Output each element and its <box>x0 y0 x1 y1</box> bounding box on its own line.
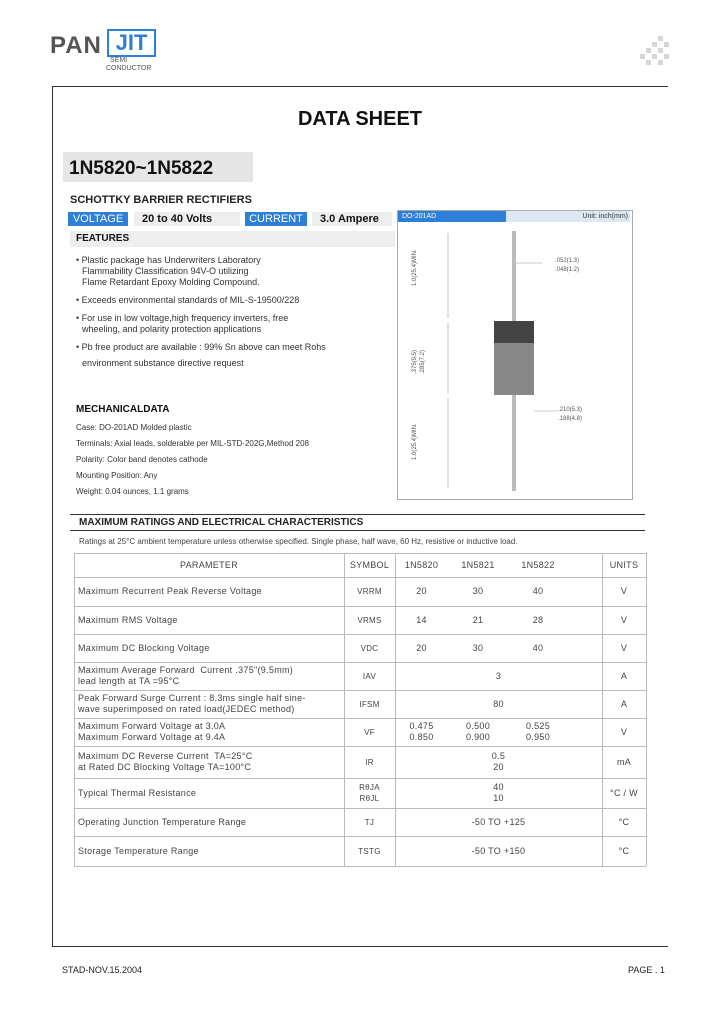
symbol-cell: VF <box>364 728 375 737</box>
package-unit: Unit: inch(mm) <box>582 213 628 220</box>
feature-item <box>76 342 391 369</box>
dim-lead-len: 1.0(25.4)MIN. <box>412 249 418 286</box>
package-name: DO-201AD <box>398 211 506 222</box>
param-cell: Operating Junction Temperature Range <box>78 817 247 827</box>
value-cell-0: 20 <box>416 643 427 653</box>
value-cell-1: 0.500 0.900 <box>465 721 491 742</box>
ratings-title: MAXIMUM RATINGS AND ELECTRICAL CHARACTERISTICS <box>79 517 364 528</box>
symbol-cell: VRRM <box>357 587 382 596</box>
symbol-cell: RθJA RθJL <box>359 783 380 803</box>
unit-cell: V <box>620 727 628 737</box>
dim-body-len-2: .285(7.2) <box>420 349 426 374</box>
table-hline <box>74 577 646 578</box>
symbol-cell: IAV <box>362 672 377 681</box>
unit-cell: °C / W <box>610 788 638 798</box>
param-cell: Maximum Forward Voltage at 3.0A Maximum Forward Voltage at 9.4A <box>78 721 226 742</box>
table-header-1: SYMBOL <box>349 560 390 570</box>
value-cell-0: 14 <box>416 615 427 625</box>
param-cell: Maximum DC Blocking Voltage <box>78 643 210 653</box>
footer-date: STAD-NOV.15.2004 <box>62 965 143 975</box>
left-rule <box>52 86 53 946</box>
ratings-note: Ratings at 25°C ambient temperature unless otherwise specified. Single phase, half wave, 60 Hz, resistive or inductive load. <box>79 537 518 546</box>
current-value: 3.0 Ampere <box>312 212 392 226</box>
page-title: DATA SHEET <box>297 108 423 130</box>
footer-rule <box>52 946 668 947</box>
dim-body-dia-1: .210(5.3) <box>558 407 583 413</box>
footer-page: PAGE . 1 <box>628 965 665 975</box>
symbol-cell: VDC <box>360 644 379 653</box>
features-list <box>76 255 391 369</box>
feature-item <box>76 295 391 306</box>
value-cell-span: -50 TO +150 <box>471 846 526 856</box>
param-cell: Maximum DC Reverse Current TA=25°C at Rated DC Blocking Voltage TA=100°C <box>78 751 253 772</box>
table-hline <box>74 836 646 837</box>
value-cell-span: 3 <box>495 671 502 681</box>
logo-jit: JIT <box>107 29 156 57</box>
package-drawing <box>398 223 630 497</box>
table-hline <box>74 690 646 691</box>
value-cell-span: 0.5 20 <box>491 751 506 772</box>
symbol-cell: TSTG <box>358 847 381 856</box>
feature-item <box>76 313 391 335</box>
param-cell: Peak Forward Surge Current : 8.3ms single half sine- wave superimposed on rated load(JEDEC method) <box>78 693 306 714</box>
logo-sub-line2: CONDUCTOR <box>106 65 152 72</box>
feature-line: environment substance directive request <box>82 358 244 368</box>
table-header-5: UNITS <box>609 560 639 570</box>
cathode-band <box>494 321 534 343</box>
table-hline <box>74 662 646 663</box>
value-cell-2: 40 <box>532 586 544 596</box>
value-cell-2: 28 <box>532 615 544 625</box>
param-cell: Maximum Recurrent Peak Reverse Voltage <box>78 586 262 596</box>
dim-lead-dia-1: .052(1.3) <box>555 258 580 264</box>
table-header-3: 1N5821 <box>461 560 495 570</box>
table-hline <box>74 718 646 719</box>
dim-body-dia-2: .188(4.8) <box>558 416 583 422</box>
symbol-cell: VRMS <box>357 616 382 625</box>
table-header-2: 1N5820 <box>404 560 439 570</box>
value-cell-span: 80 <box>493 699 504 709</box>
voltage-label: VOLTAGE <box>68 212 128 226</box>
dim-lead-dia-2: .048(1.2) <box>555 267 580 273</box>
logo-sub-line1: SEMI <box>110 57 128 64</box>
header-rule <box>52 86 668 87</box>
value-cell-0: 0.475 0.850 <box>409 721 434 742</box>
value-cell-0: 20 <box>416 586 427 596</box>
value-cell-1: 30 <box>472 586 484 596</box>
product-type: SCHOTTKY BARRIER RECTIFIERS <box>70 194 252 206</box>
feature-line: wheeling, and polarity protection applications <box>82 324 262 334</box>
table-hline <box>74 746 646 747</box>
table-hline <box>74 866 646 867</box>
value-cell-span: -50 TO +125 <box>471 817 526 827</box>
value-cell-2: 0.525 0.950 <box>525 721 551 742</box>
features-heading: FEATURES <box>76 233 130 244</box>
mechanical-item: Terminals: Axial leads, solderable per MIL-STD-202G,Method 208 <box>76 439 309 448</box>
table-header-0: PARAMETER <box>179 560 239 570</box>
table-header-4: 1N5822 <box>521 560 555 570</box>
unit-cell: V <box>620 586 628 596</box>
unit-cell: °C <box>618 846 630 856</box>
symbol-cell: IFSM <box>359 700 380 709</box>
unit-cell: mA <box>616 757 632 767</box>
feature-item <box>76 255 391 288</box>
diode-body <box>494 343 534 395</box>
ratings-rule-top <box>70 514 645 515</box>
mechanical-item: Weight: 0.04 ounces, 1.1 grams <box>76 487 189 496</box>
dim-lead-len-2: 1.0(25.4)MIN. <box>412 423 418 460</box>
feature-line: • Plastic package has Underwriters Laboratory <box>76 255 261 265</box>
feature-line: Flammability Classification 94V-O utilizing <box>82 266 249 276</box>
lead-bottom <box>512 395 516 491</box>
part-number: 1N5820~1N5822 <box>69 158 214 179</box>
mechanical-heading: MECHANICALDATA <box>76 404 170 415</box>
unit-cell: A <box>620 671 628 681</box>
ratings-rule-bottom <box>70 530 645 531</box>
table-hline <box>74 553 646 554</box>
unit-cell: V <box>620 643 628 653</box>
table-hline <box>74 634 646 635</box>
current-label: CURRENT <box>245 212 307 226</box>
mechanical-list <box>76 423 396 503</box>
param-cell: Storage Temperature Range <box>78 846 199 856</box>
symbol-cell: TJ <box>364 818 375 827</box>
unit-cell: °C <box>618 817 630 827</box>
value-cell-1: 21 <box>472 615 484 625</box>
logo-subtitle <box>106 57 151 73</box>
value-cell-2: 40 <box>532 643 544 653</box>
lead-top <box>512 231 516 321</box>
dim-body-len-1: .375(9.5) <box>412 349 418 374</box>
symbol-cell: IR <box>365 758 374 767</box>
mechanical-item: Polarity: Color band denotes cathode <box>76 455 208 464</box>
feature-line: • Exceeds environmental standards of MIL-S-19500/228 <box>76 295 300 305</box>
table-hline <box>74 778 646 779</box>
param-cell: Typical Thermal Resistance <box>78 788 197 798</box>
param-cell: Maximum Average Forward Current .375"(9.5mm) lead length at TA =95°C <box>78 665 294 686</box>
unit-cell: A <box>620 699 628 709</box>
value-cell-1: 30 <box>472 643 484 653</box>
table-vline <box>74 553 75 866</box>
table-vline <box>646 553 647 866</box>
logo-pan: PAN <box>50 32 102 59</box>
feature-line: • Pb free product are available : 99% Sn above can meet Rohs <box>76 342 326 352</box>
param-cell: Maximum RMS Voltage <box>78 615 178 625</box>
unit-cell: V <box>620 615 628 625</box>
table-hline <box>74 606 646 607</box>
value-cell-span: 40 10 <box>493 782 504 803</box>
table-hline <box>74 808 646 809</box>
feature-line: Flame Retardant Epoxy Molding Compound. <box>82 277 260 287</box>
mechanical-item: Case: DO-201AD Molded plastic <box>76 423 192 432</box>
feature-line: • For use in low voltage,high frequency inverters, free <box>76 313 289 323</box>
mechanical-item: Mounting Position: Any <box>76 471 158 480</box>
voltage-value: 20 to 40 Volts <box>134 212 240 226</box>
